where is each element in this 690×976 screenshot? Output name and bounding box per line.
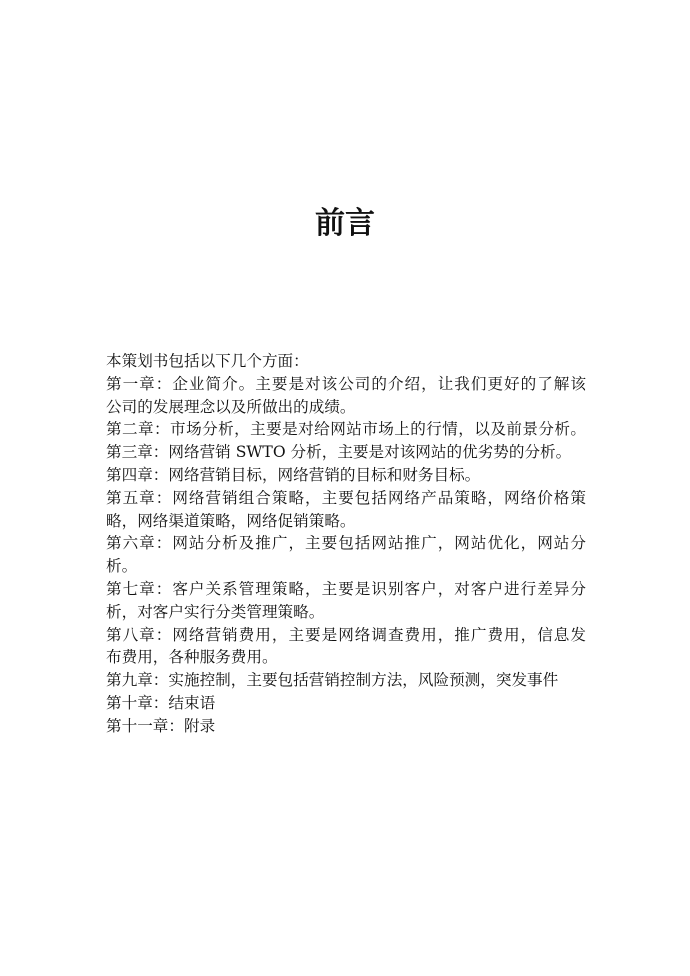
chapter-9-line: 第九章：实施控制，主要包括营销控制方法，风险预测，突发事件 bbox=[106, 671, 559, 690]
chapter-3-line: 第三章：网络营销 SWTO 分析，主要是对该网站的优劣势的分析。 bbox=[106, 443, 572, 462]
chapter-1-line-2: 公司的发展理念以及所做出的成绩。 bbox=[106, 397, 356, 416]
chapter-7-line-2: 析，对客户实行分类管理策略。 bbox=[106, 602, 325, 621]
chapter-8-line-1: 第八章：网络营销费用，主要是网络调查费用，推广费用，信息发 bbox=[106, 625, 586, 644]
intro-line: 本策划书包括以下几个方面： bbox=[106, 352, 309, 370]
document-body bbox=[106, 350, 586, 738]
chapter-6-line-1: 第六章：网站分析及推广，主要包括网站推广，网站优化，网站分 bbox=[106, 534, 586, 553]
chapter-6-line-2: 析。 bbox=[106, 557, 138, 576]
page-title: 前言 bbox=[315, 206, 375, 241]
chapter-7-line-1: 第七章：客户关系管理策略，主要是识别客户，对客户进行差异分 bbox=[106, 579, 586, 598]
chapter-10-line: 第十章：结束语 bbox=[106, 693, 216, 712]
chapter-4-line: 第四章：网络营销目标，网络营销的目标和财务目标。 bbox=[106, 465, 481, 484]
chapter-8-line-2: 布费用，各种服务费用。 bbox=[106, 648, 278, 667]
chapter-5-line-1: 第五章：网络营销组合策略，主要包括网络产品策略，网络价格策 bbox=[106, 488, 586, 507]
chapter-1-line-1: 第一章：企业简介。主要是对该公司的介绍，让我们更好的了解该 bbox=[106, 374, 586, 393]
chapter-2-line: 第二章：市场分析，主要是对给网站市场上的行情，以及前景分析。 bbox=[106, 420, 586, 439]
chapter-5-line-2: 略，网络渠道策略，网络促销策略。 bbox=[106, 511, 356, 530]
chapter-11-line: 第十一章：附录 bbox=[106, 716, 216, 735]
